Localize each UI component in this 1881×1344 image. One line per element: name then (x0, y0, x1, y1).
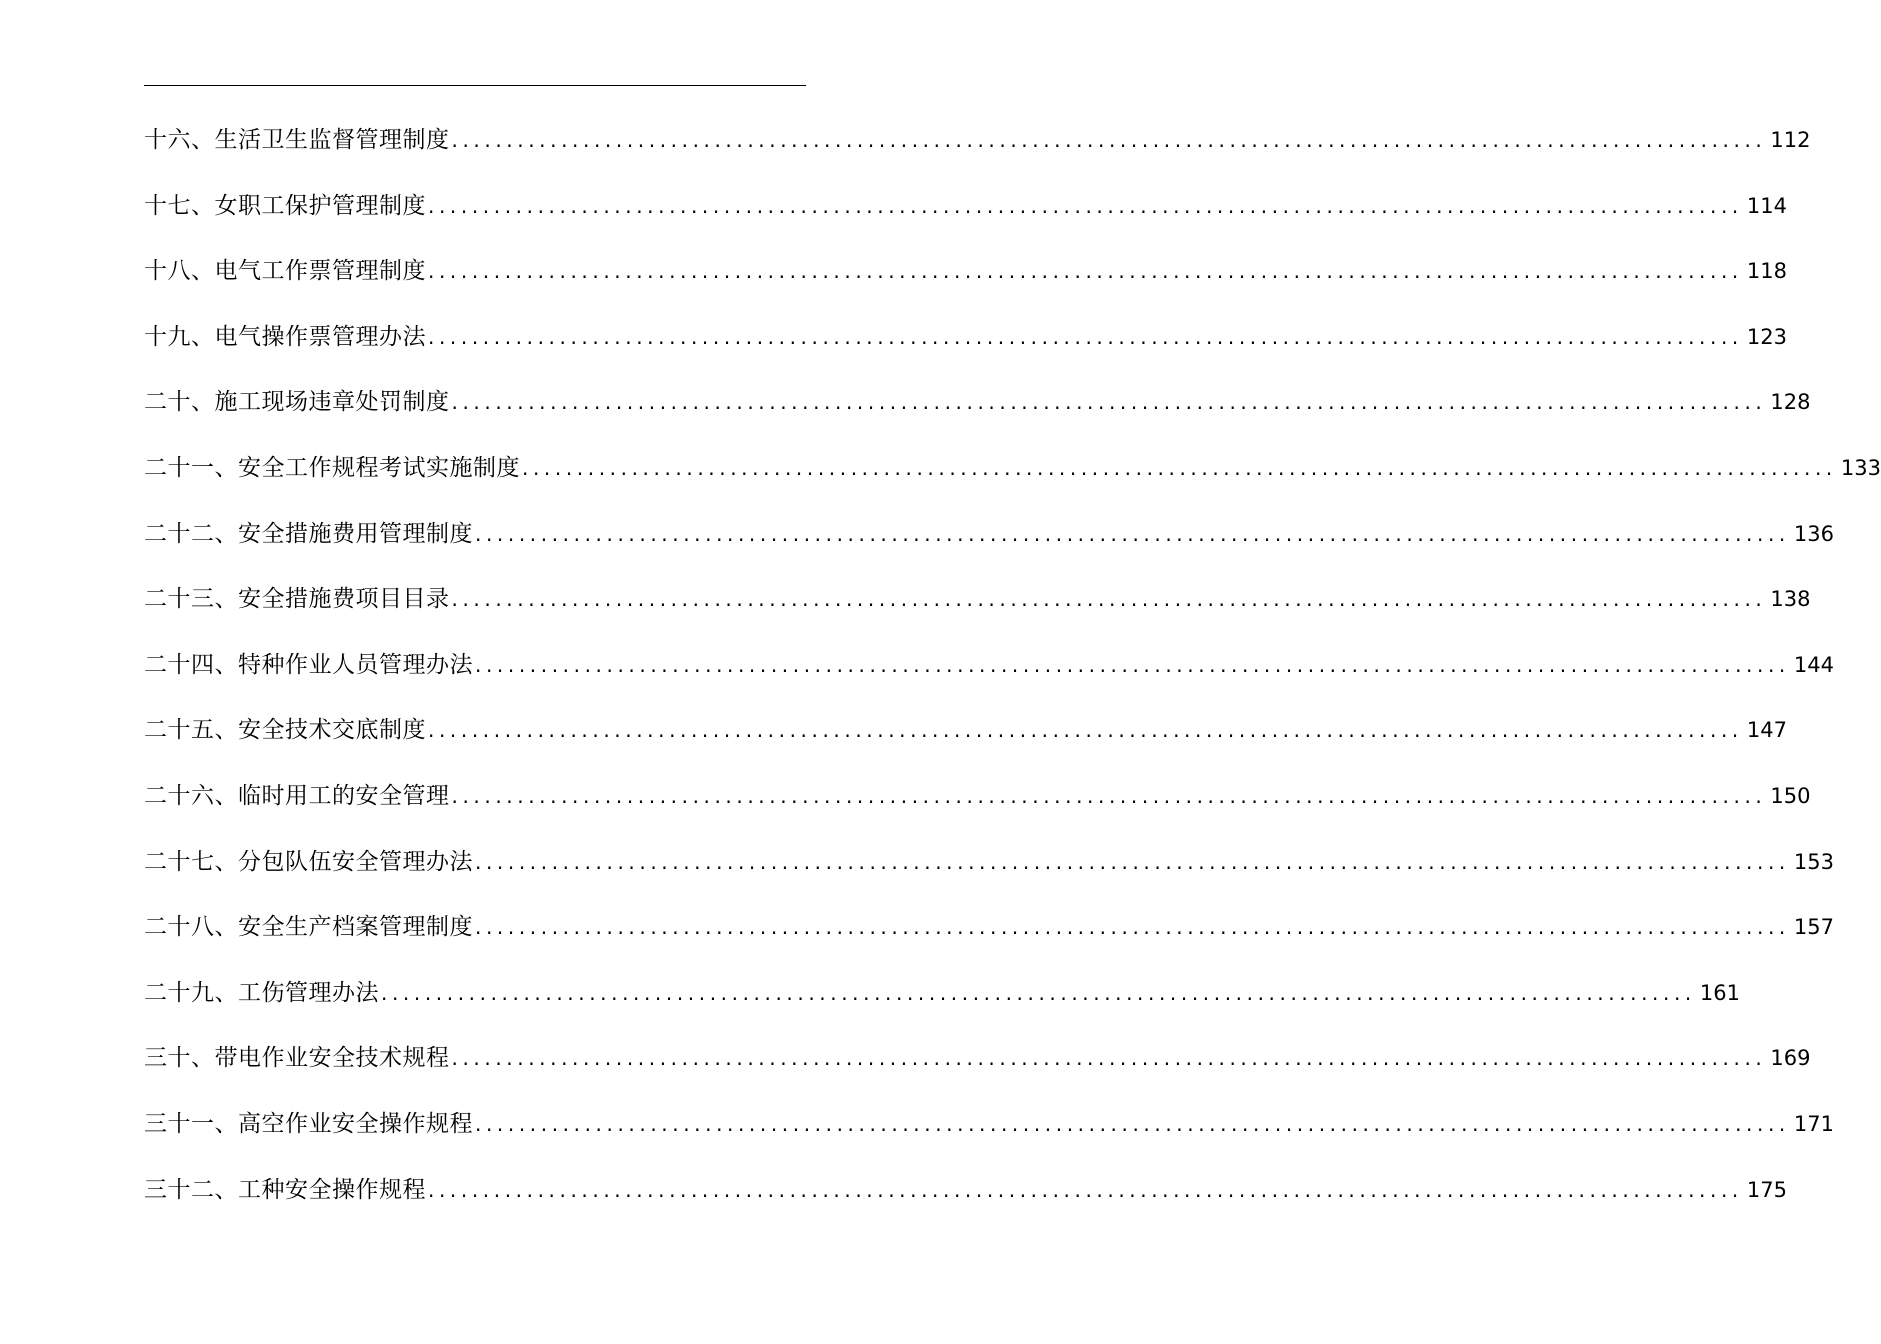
toc-entry-title: 三十、带电作业安全技术规程 (144, 1045, 450, 1072)
toc-entry-title: 三十一、高空作业安全操作规程 (144, 1110, 473, 1137)
toc-entry-page: 169 (1770, 1046, 1811, 1071)
toc-entry-title: 十六、生活卫生监督管理制度 (144, 127, 450, 153)
toc-entry-title: 二十三、安全措施费项目目录 (144, 586, 450, 613)
table-of-contents (144, 108, 1881, 1223)
toc-dot-leader: ........................................................................................................................ (381, 980, 1696, 1005)
toc-dot-leader: ........................................................................................................................ (428, 1177, 1743, 1202)
toc-entry-page: 118 (1746, 259, 1787, 284)
toc-dot-leader: ........................................................................................................................ (451, 1046, 1767, 1071)
toc-entry-title: 十七、女职工保护管理制度 (144, 192, 426, 219)
toc-entry-page: 175 (1746, 1177, 1787, 1202)
toc-dot-leader: ........................................................................................................................ (475, 652, 1790, 677)
toc-entry[interactable] (144, 764, 1811, 830)
toc-entry-page: 128 (1770, 390, 1811, 415)
toc-dot-leader: ........................................................................................................................ (451, 587, 1767, 612)
toc-entry[interactable] (144, 961, 1740, 1027)
toc-entry-title: 二十五、安全技术交底制度 (144, 717, 426, 744)
toc-entry[interactable] (144, 436, 1881, 502)
toc-entry-title: 二十七、分包队伍安全管理办法 (144, 848, 473, 875)
toc-entry[interactable] (144, 502, 1834, 568)
toc-entry-page: 112 (1770, 128, 1811, 152)
toc-entry[interactable] (144, 830, 1834, 896)
toc-dot-leader: ........................................................................................................................ (475, 521, 1790, 546)
toc-entry-page: 138 (1770, 587, 1811, 612)
toc-entry-title: 二十二、安全措施费用管理制度 (144, 520, 473, 547)
toc-dot-leader: ........................................................................................................................ (522, 455, 1837, 480)
toc-dot-leader: ........................................................................................................................ (451, 128, 1767, 152)
toc-entry-page: 133 (1840, 455, 1881, 480)
toc-entry-page: 150 (1770, 783, 1811, 808)
toc-entry[interactable] (144, 895, 1834, 961)
toc-entry-title: 二十一、安全工作规程考试实施制度 (144, 454, 520, 481)
toc-dot-leader: ........................................................................................................................ (428, 718, 1743, 743)
toc-dot-leader: ........................................................................................................................ (451, 390, 1767, 415)
toc-dot-leader: ........................................................................................................................ (428, 324, 1743, 349)
toc-entry[interactable] (144, 567, 1811, 633)
toc-entry[interactable] (144, 1158, 1787, 1224)
toc-dot-leader: ........................................................................................................................ (475, 1111, 1790, 1136)
toc-entry-page: 114 (1746, 193, 1787, 218)
toc-entry-page: 153 (1793, 849, 1834, 874)
toc-entry-page: 136 (1793, 521, 1834, 546)
toc-entry[interactable] (144, 698, 1787, 764)
toc-dot-leader: ........................................................................................................................ (475, 915, 1790, 940)
toc-entry-title: 十八、电气工作票管理制度 (144, 258, 426, 285)
toc-dot-leader: ........................................................................................................................ (475, 849, 1790, 874)
toc-entry[interactable] (144, 305, 1787, 371)
toc-entry-title: 二十四、特种作业人员管理办法 (144, 651, 473, 678)
toc-entry[interactable] (144, 174, 1787, 240)
toc-entry[interactable] (144, 370, 1811, 436)
toc-entry-title: 十九、电气操作票管理办法 (144, 323, 426, 350)
toc-entry-page: 157 (1793, 915, 1834, 940)
toc-entry-title: 二十九、工伤管理办法 (144, 979, 379, 1006)
toc-dot-leader: ........................................................................................................................ (451, 783, 1767, 808)
toc-entry-page: 147 (1746, 718, 1787, 743)
toc-entry-page: 161 (1699, 980, 1740, 1005)
toc-entry-page: 171 (1793, 1111, 1834, 1136)
toc-entry-title: 二十八、安全生产档案管理制度 (144, 914, 473, 941)
toc-entry[interactable] (144, 1026, 1811, 1092)
toc-entry-page: 144 (1793, 652, 1834, 677)
toc-entry[interactable] (144, 633, 1834, 699)
toc-dot-leader: ........................................................................................................................ (428, 259, 1743, 284)
toc-entry[interactable] (144, 239, 1787, 305)
toc-entry-title: 二十、施工现场违章处罚制度 (144, 389, 450, 416)
toc-entry-title: 二十六、临时用工的安全管理 (144, 782, 450, 809)
toc-entry-title: 三十二、工种安全操作规程 (144, 1176, 426, 1203)
header-rule (144, 85, 806, 86)
toc-entry[interactable] (144, 108, 1811, 174)
toc-dot-leader: ........................................................................................................................ (428, 193, 1743, 218)
toc-entry[interactable] (144, 1092, 1834, 1158)
toc-entry-page: 123 (1746, 324, 1787, 349)
